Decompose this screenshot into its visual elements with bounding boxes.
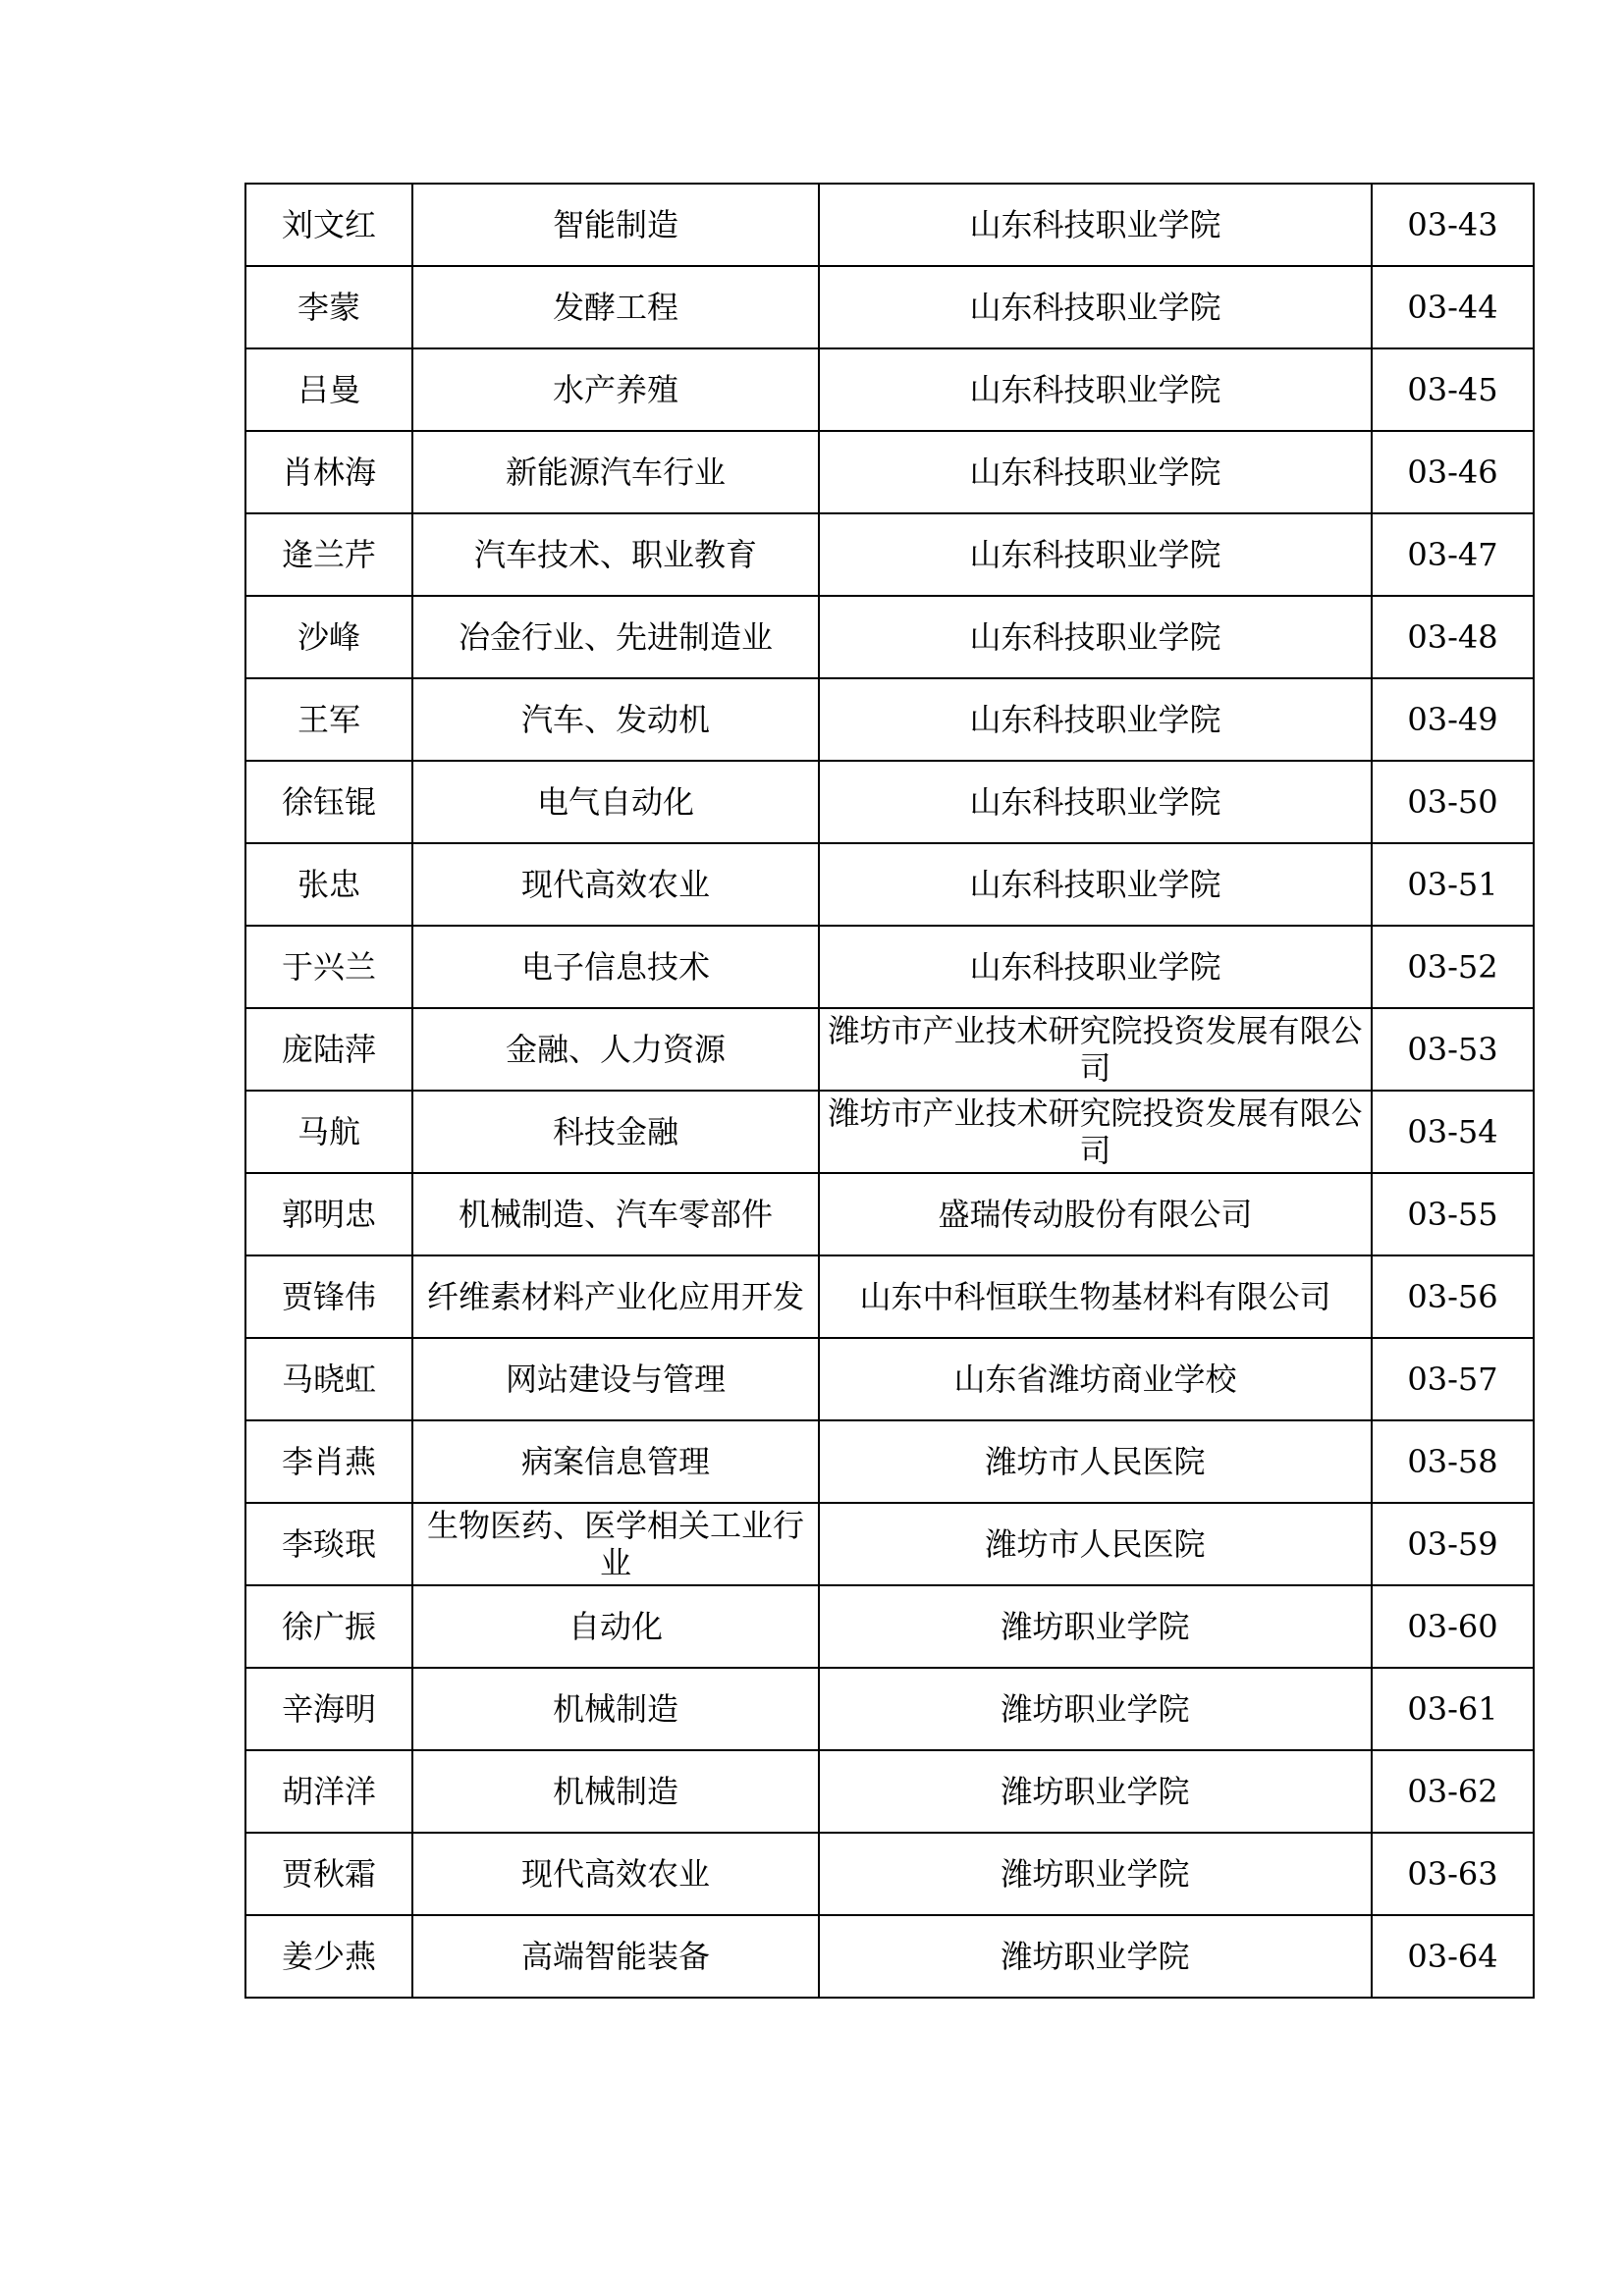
name-cell: 肖林海: [245, 431, 412, 513]
name-cell: 姜少燕: [245, 1915, 412, 1998]
name-cell: 张忠: [245, 843, 412, 926]
name-cell: 徐广振: [245, 1585, 412, 1668]
organization-cell: 山东科技职业学院: [819, 843, 1372, 926]
code-cell: 03-55: [1372, 1173, 1534, 1255]
field-cell: 冶金行业、先进制造业: [412, 596, 819, 678]
code-cell: 03-59: [1372, 1503, 1534, 1585]
code-cell: 03-54: [1372, 1091, 1534, 1173]
organization-cell: 潍坊市产业技术研究院投资发展有限公司: [819, 1091, 1372, 1173]
field-cell: 纤维素材料产业化应用开发: [412, 1255, 819, 1338]
name-cell: 贾锋伟: [245, 1255, 412, 1338]
field-cell: 金融、人力资源: [412, 1008, 819, 1091]
table-row: [245, 1255, 1534, 1338]
name-cell: 王军: [245, 678, 412, 761]
organization-cell: 山东省潍坊商业学校: [819, 1338, 1372, 1420]
organization-cell: 山东科技职业学院: [819, 761, 1372, 843]
name-cell: 庞陆萍: [245, 1008, 412, 1091]
field-cell: 机械制造、汽车零部件: [412, 1173, 819, 1255]
table-row: [245, 348, 1534, 431]
field-cell: 水产养殖: [412, 348, 819, 431]
code-cell: 03-46: [1372, 431, 1534, 513]
code-cell: 03-43: [1372, 184, 1534, 266]
organization-cell: 山东科技职业学院: [819, 184, 1372, 266]
name-cell: 逄兰芹: [245, 513, 412, 596]
field-cell: 智能制造: [412, 184, 819, 266]
table-row: [245, 431, 1534, 513]
name-cell: 贾秋霜: [245, 1833, 412, 1915]
name-cell: 李蒙: [245, 266, 412, 348]
code-cell: 03-45: [1372, 348, 1534, 431]
field-cell: 汽车、发动机: [412, 678, 819, 761]
code-cell: 03-51: [1372, 843, 1534, 926]
field-cell: 高端智能装备: [412, 1915, 819, 1998]
table-row: [245, 1915, 1534, 1998]
table-row: [245, 678, 1534, 761]
table-row: [245, 596, 1534, 678]
name-cell: 胡洋洋: [245, 1750, 412, 1833]
organization-cell: 潍坊市人民医院: [819, 1420, 1372, 1503]
table-row: [245, 1585, 1534, 1668]
field-cell: 汽车技术、职业教育: [412, 513, 819, 596]
field-cell: 病案信息管理: [412, 1420, 819, 1503]
table-row: [245, 1008, 1534, 1091]
code-cell: 03-47: [1372, 513, 1534, 596]
name-cell: 郭明忠: [245, 1173, 412, 1255]
code-cell: 03-57: [1372, 1338, 1534, 1420]
table-row: [245, 926, 1534, 1008]
code-cell: 03-58: [1372, 1420, 1534, 1503]
table-row: [245, 1173, 1534, 1255]
field-cell: 现代高效农业: [412, 1833, 819, 1915]
organization-cell: 潍坊职业学院: [819, 1750, 1372, 1833]
field-cell: 电子信息技术: [412, 926, 819, 1008]
table-row: [245, 1668, 1534, 1750]
table-row: [245, 513, 1534, 596]
field-cell: 现代高效农业: [412, 843, 819, 926]
code-cell: 03-62: [1372, 1750, 1534, 1833]
code-cell: 03-49: [1372, 678, 1534, 761]
field-cell: 新能源汽车行业: [412, 431, 819, 513]
name-cell: 于兴兰: [245, 926, 412, 1008]
organization-cell: 山东科技职业学院: [819, 596, 1372, 678]
code-cell: 03-44: [1372, 266, 1534, 348]
code-cell: 03-63: [1372, 1833, 1534, 1915]
table-row: [245, 843, 1534, 926]
organization-cell: 山东中科恒联生物基材料有限公司: [819, 1255, 1372, 1338]
name-cell: 李肖燕: [245, 1420, 412, 1503]
name-cell: 刘文红: [245, 184, 412, 266]
organization-cell: 潍坊市人民医院: [819, 1503, 1372, 1585]
table-row: [245, 1750, 1534, 1833]
organization-cell: 山东科技职业学院: [819, 513, 1372, 596]
field-cell: 网站建设与管理: [412, 1338, 819, 1420]
name-cell: 沙峰: [245, 596, 412, 678]
expert-table: [244, 183, 1535, 1999]
table-row: [245, 1338, 1534, 1420]
code-cell: 03-52: [1372, 926, 1534, 1008]
name-cell: 辛海明: [245, 1668, 412, 1750]
code-cell: 03-64: [1372, 1915, 1534, 1998]
organization-cell: 山东科技职业学院: [819, 348, 1372, 431]
organization-cell: 潍坊市产业技术研究院投资发展有限公司: [819, 1008, 1372, 1091]
code-cell: 03-48: [1372, 596, 1534, 678]
table-row: [245, 1503, 1534, 1585]
name-cell: 徐钰锟: [245, 761, 412, 843]
table-row: [245, 184, 1534, 266]
organization-cell: 盛瑞传动股份有限公司: [819, 1173, 1372, 1255]
name-cell: 马航: [245, 1091, 412, 1173]
field-cell: 科技金融: [412, 1091, 819, 1173]
table-row: [245, 266, 1534, 348]
organization-cell: 潍坊职业学院: [819, 1915, 1372, 1998]
organization-cell: 潍坊职业学院: [819, 1585, 1372, 1668]
organization-cell: 潍坊职业学院: [819, 1833, 1372, 1915]
field-cell: 生物医药、医学相关工业行业: [412, 1503, 819, 1585]
field-cell: 电气自动化: [412, 761, 819, 843]
field-cell: 机械制造: [412, 1750, 819, 1833]
organization-cell: 山东科技职业学院: [819, 678, 1372, 761]
table-row: [245, 1420, 1534, 1503]
code-cell: 03-50: [1372, 761, 1534, 843]
organization-cell: 潍坊职业学院: [819, 1668, 1372, 1750]
code-cell: 03-56: [1372, 1255, 1534, 1338]
table-row: [245, 1091, 1534, 1173]
organization-cell: 山东科技职业学院: [819, 431, 1372, 513]
table-row: [245, 1833, 1534, 1915]
name-cell: 李琰珉: [245, 1503, 412, 1585]
field-cell: 发酵工程: [412, 266, 819, 348]
field-cell: 机械制造: [412, 1668, 819, 1750]
name-cell: 马晓虹: [245, 1338, 412, 1420]
field-cell: 自动化: [412, 1585, 819, 1668]
name-cell: 吕曼: [245, 348, 412, 431]
code-cell: 03-61: [1372, 1668, 1534, 1750]
table-body: [245, 184, 1534, 1998]
code-cell: 03-60: [1372, 1585, 1534, 1668]
organization-cell: 山东科技职业学院: [819, 926, 1372, 1008]
code-cell: 03-53: [1372, 1008, 1534, 1091]
table-row: [245, 761, 1534, 843]
organization-cell: 山东科技职业学院: [819, 266, 1372, 348]
